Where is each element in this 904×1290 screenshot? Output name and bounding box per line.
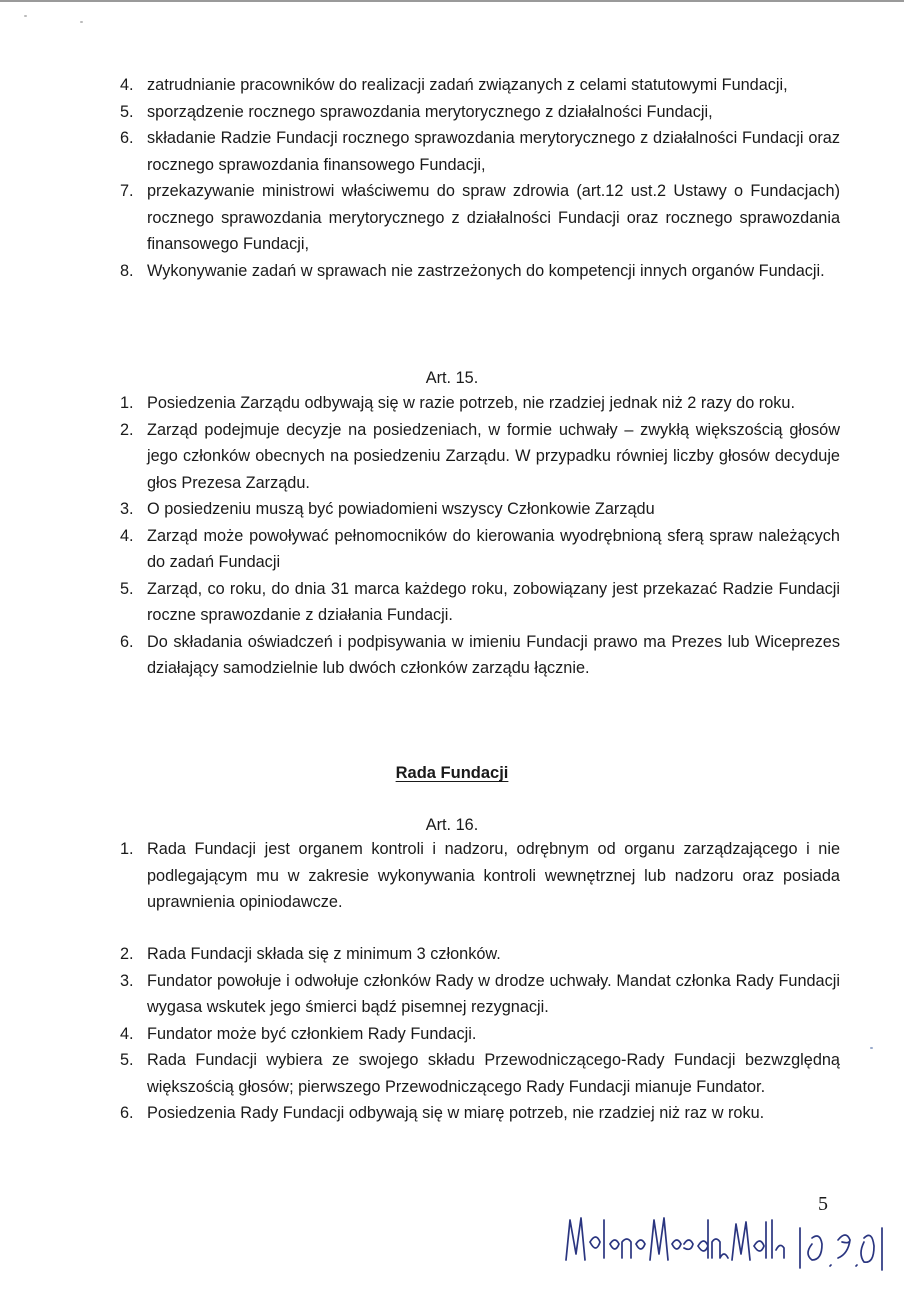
page-number: 5 bbox=[818, 1193, 828, 1215]
article-15-list bbox=[120, 390, 840, 682]
list-item bbox=[120, 72, 840, 99]
item-number: 4. bbox=[120, 1024, 134, 1043]
list-item bbox=[120, 99, 840, 126]
item-number: 6. bbox=[120, 129, 134, 147]
item-number: 1. bbox=[120, 394, 134, 412]
list-item bbox=[120, 417, 840, 497]
item-text: Zarząd podejmuje decyzje na posiedzeniach, w formie uchwały – zwykłą większością głosów jego członków obecnych na posiedzeniu Zarządu. W przypadku równiej liczby głosów decyduje głos Prezesa Zarządu. bbox=[147, 420, 840, 492]
item-text: Posiedzenia Zarządu odbywają się w razie potrzeb, nie rzadziej jednak niż 2 razy do roku. bbox=[147, 394, 795, 412]
list-item bbox=[120, 1021, 840, 1048]
item-number: 3. bbox=[120, 971, 134, 990]
item-number: 2. bbox=[120, 420, 134, 439]
item-number: 4. bbox=[120, 526, 134, 545]
item-number: 5. bbox=[120, 579, 134, 598]
article-16-list-first bbox=[120, 836, 840, 916]
scan-speck bbox=[24, 15, 27, 17]
item-text: sporządzenie rocznego sprawozdania merytorycznego z działalności Fundacji, bbox=[147, 102, 713, 121]
item-text: Zarząd może powoływać pełnomocników do kierowania wyodrębnioną sferą spraw należących do zadań Fundacji bbox=[147, 526, 840, 571]
list-item bbox=[120, 576, 840, 629]
section-heading-text: Rada Fundacji bbox=[395, 764, 509, 782]
item-text: Wykonywanie zadań w sprawach nie zastrzeżonych do kompetencji innych organów Fundacji. bbox=[147, 261, 825, 280]
item-text: Fundator powołuje i odwołuje członków Rady w drodze uchwały. Mandat członka Rady Fundacji wygasa wskutek jego śmierci bądź pisemnej rezygnacji. bbox=[147, 971, 840, 1016]
list-item bbox=[120, 941, 840, 968]
item-text: Do składania oświadczeń i podpisywania w imieniu Fundacji prawo ma Prezes lub Wiceprezes działający samodzielnie lub dwóch członków zarządu łącznie. bbox=[147, 632, 840, 677]
item-text: Fundator może być członkiem Rady Fundacji. bbox=[147, 1024, 477, 1043]
list-item bbox=[120, 178, 840, 258]
scan-edge-top bbox=[0, 0, 904, 2]
item-text: O posiedzeniu muszą być powiadomieni wszyscy Członkowie Zarządu bbox=[147, 500, 655, 518]
item-text: Rada Fundacji jest organem kontroli i nadzoru, odrębnym od organu zarządzającego i nie podlegającym mu w zakresie wykonywania kontroli wewnętrznej lub nadzoru oraz posiada uprawnienia opiniodawcze. bbox=[147, 840, 840, 911]
list-item bbox=[120, 523, 840, 576]
list-item bbox=[120, 125, 840, 178]
item-number: 3. bbox=[120, 500, 134, 518]
item-text: składanie Radzie Fundacji rocznego sprawozdania merytorycznego z działalności Fundacji oraz rocznego sprawozdania finansowego Fundacji, bbox=[147, 129, 840, 174]
item-text: Zarząd, co roku, do dnia 31 marca każdego roku, zobowiązany jest przekazać Radzie Fundacji roczne sprawozdanie z działania Fundacji. bbox=[147, 579, 840, 624]
item-number: 4. bbox=[120, 76, 134, 94]
list-item bbox=[120, 629, 840, 682]
list-item bbox=[120, 390, 840, 417]
scan-speck bbox=[80, 21, 83, 23]
item-text: Rada Fundacji wybiera ze swojego składu Przewodniczącego-Rady Fundacji bezwzględną większością głosów; pierwszego Przewodniczącego Rady Fundacji mianuje Fundator. bbox=[147, 1051, 840, 1096]
scan-speck bbox=[870, 1047, 873, 1049]
list-item bbox=[120, 258, 840, 285]
item-text: Rada Fundacji składa się z minimum 3 członków. bbox=[147, 945, 501, 963]
item-number: 6. bbox=[120, 1104, 134, 1122]
article-15-title: Art. 15. bbox=[425, 369, 479, 387]
section-heading bbox=[0, 761, 904, 785]
item-text: Posiedzenia Rady Fundacji odbywają się w miarę potrzeb, nie rzadziej niż raz w roku. bbox=[147, 1104, 765, 1122]
handwritten-signature bbox=[560, 1208, 904, 1280]
item-text: przekazywanie ministrowi właściwemu do spraw zdrowia (art.12 ust.2 Ustawy o Fundacjach) rocznego sprawozdania merytorycznego z działalności Fundacji oraz rocznego sprawozdania finansowego Fundacji, bbox=[147, 182, 840, 253]
article-16-list-rest bbox=[120, 941, 840, 1127]
list-item bbox=[120, 1100, 840, 1127]
item-number: 2. bbox=[120, 945, 134, 963]
list-item bbox=[120, 496, 840, 523]
item-number: 1. bbox=[120, 840, 134, 858]
item-number: 5. bbox=[120, 102, 134, 121]
list-item bbox=[120, 836, 840, 916]
list-item bbox=[120, 1047, 840, 1100]
article-16-title: Art. 16. bbox=[425, 816, 479, 834]
item-number: 7. bbox=[120, 182, 134, 200]
list-item bbox=[120, 968, 840, 1021]
item-text: zatrudnianie pracowników do realizacji zadań związanych z celami statutowymi Fundacji, bbox=[147, 76, 788, 94]
item-number: 8. bbox=[120, 261, 134, 280]
item-number: 5. bbox=[120, 1051, 134, 1069]
duties-list-continued bbox=[120, 72, 840, 284]
item-number: 6. bbox=[120, 632, 134, 651]
